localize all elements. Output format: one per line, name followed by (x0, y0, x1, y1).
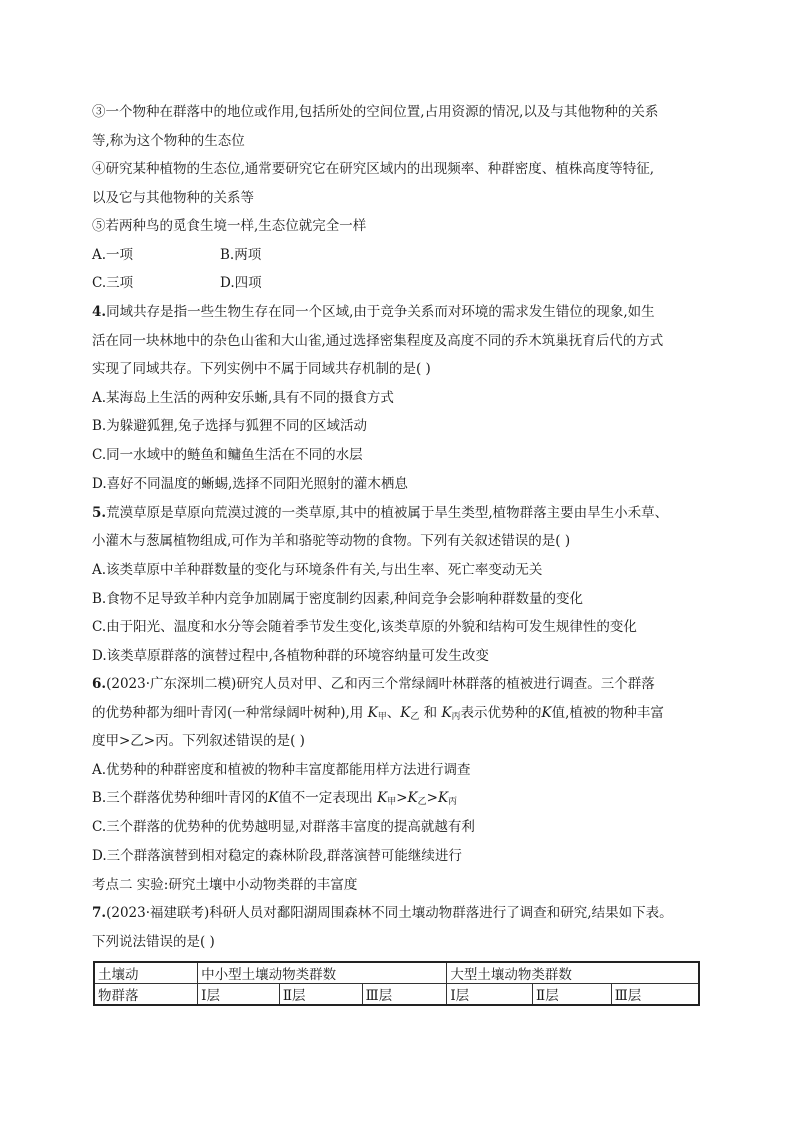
text-line: ⑤若两种鸟的觅食生境一样,生态位就完全一样 (92, 218, 367, 234)
q6-stem-line (92, 674, 655, 694)
q4-stem-line: 实现了同域共存。下列实例中不属于同域共存机制的是( ) (92, 361, 431, 377)
q7-number: 7. (92, 905, 107, 921)
soil-animal-table (93, 961, 700, 1006)
q6-option-c: C.三个群落的优势种的优势越明显,对群落丰富度的提高就越有利 (92, 819, 475, 835)
q4-stem-line (92, 302, 655, 322)
table-row-header: 土壤动 (94, 962, 198, 984)
q4-stem-line: 活在同一块林地中的杂色山雀和大山雀,通过选择密集程度及高度不同的乔木筑巢抚育后代的方式 (92, 333, 664, 349)
text-line: ④研究某种植物的生态位,通常要研究它在研究区域内的出现频率、种群密度、植株高度等特征, (92, 161, 655, 177)
q5-option-a: A.该类草原中羊种群数量的变化与环境条件有关,与出生率、死亡率变动无关 (92, 562, 543, 578)
q3-option-c: C.三项 (92, 275, 134, 291)
q6-stem-line: 度甲>乙>丙。下列叙述错误的是( ) (92, 733, 305, 749)
table-row (94, 984, 699, 1006)
text-line: ③一个物种在群落中的地位或作用,包括所处的空间位置,占用资源的情况,以及与其他物种的关系 (92, 104, 659, 120)
q6-option-d: D.三个群落演替到相对稳定的森林阶段,群落演替可能继续进行 (92, 848, 462, 864)
table-group-header: 大型土壤动物类群数 (447, 962, 699, 984)
section-heading: 考点二 实验:研究土壤中小动物类群的丰富度 (92, 877, 358, 893)
table-group-header: 中小型土壤动物类群数 (198, 962, 447, 984)
q6-stem-line: 的优势种都为细叶青冈(一种常绿阔叶树种),用 $K_甲$、$K_乙$ 和 $K_丙$表示优势种的K值,植被的物种丰富 (92, 705, 664, 722)
q7-stem-text: (2023·福建联考)科研人员对鄱阳湖周围森林不同土壤动物群落进行了调查和研究,结果如下表。 (106, 905, 673, 921)
table-cell: Ⅱ层 (279, 984, 362, 1006)
q5-option-d: D.该类草原群落的演替过程中,各植物种群的环境容纳量可发生改变 (92, 648, 489, 664)
q7-stem-line (92, 903, 673, 923)
text-line: 等,称为这个物种的生态位 (92, 133, 245, 149)
q5-stem-line: 小灌木与葱属植物组成,可作为羊和骆驼等动物的食物。下列有关叙述错误的是( ) (92, 533, 571, 549)
q4-option-a: A.某海岛上生活的两种安乐蜥,具有不同的摄食方式 (92, 390, 394, 406)
q5-number: 5. (92, 505, 107, 521)
q6-option-b: B.三个群落优势种细叶青冈的K值不一定表现出 $K_甲>K_乙>K_丙$ (92, 790, 458, 807)
q5-stem-text: 荒漠草原是草原向荒漠过渡的一类草原,其中的植被属于旱生类型,植物群落主要由旱生小禾草、 (106, 505, 669, 521)
q4-number: 4. (92, 304, 107, 320)
q3-option-d: D.四项 (220, 275, 262, 291)
table-row (94, 962, 699, 984)
q6-number: 6. (92, 676, 107, 692)
table-cell: Ⅰ层 (447, 984, 533, 1006)
table-cell: Ⅲ层 (362, 984, 447, 1006)
table-cell: Ⅱ层 (533, 984, 612, 1006)
q5-stem-line (92, 503, 668, 523)
q4-stem-text: 同域共存是指一些生物生存在同一个区域,由于竞争关系而对环境的需求发生错位的现象,如生 (106, 304, 655, 320)
q5-option-b: B.食物不足导致羊种内竞争加剧属于密度制约因素,种间竞争会影响种群数量的变化 (92, 591, 584, 607)
table-row-header: 物群落 (94, 984, 198, 1006)
q6-option-a: A.优势种的种群密度和植被的物种丰富度都能用样方法进行调查 (92, 762, 471, 778)
text-line: 以及它与其他物种的关系等 (92, 190, 254, 206)
q3-option-b: B.两项 (220, 247, 262, 263)
q5-option-c: C.由于阳光、温度和水分等会随着季节发生变化,该类草原的外貌和结构可发生规律性的变化 (92, 619, 637, 635)
table-cell: Ⅰ层 (198, 984, 280, 1006)
q6-stem-text: (2023·广东深圳二模)研究人员对甲、乙和丙三个常绿阔叶林群落的植被进行调查。三个群落 (106, 676, 655, 692)
table-cell: Ⅲ层 (611, 984, 699, 1006)
q3-option-a: A.一项 (92, 247, 134, 263)
q4-option-b: B.为躲避狐狸,兔子选择与狐狸不同的区域活动 (92, 418, 368, 434)
q4-option-c: C.同一水域中的鲢鱼和鳙鱼生活在不同的水层 (92, 447, 363, 463)
q3-options-row1 (92, 245, 133, 265)
q7-stem-line: 下列说法错误的是( ) (92, 934, 215, 950)
q4-option-d: D.喜好不同温度的蜥蜴,选择不同阳光照射的灌木栖息 (92, 476, 408, 492)
